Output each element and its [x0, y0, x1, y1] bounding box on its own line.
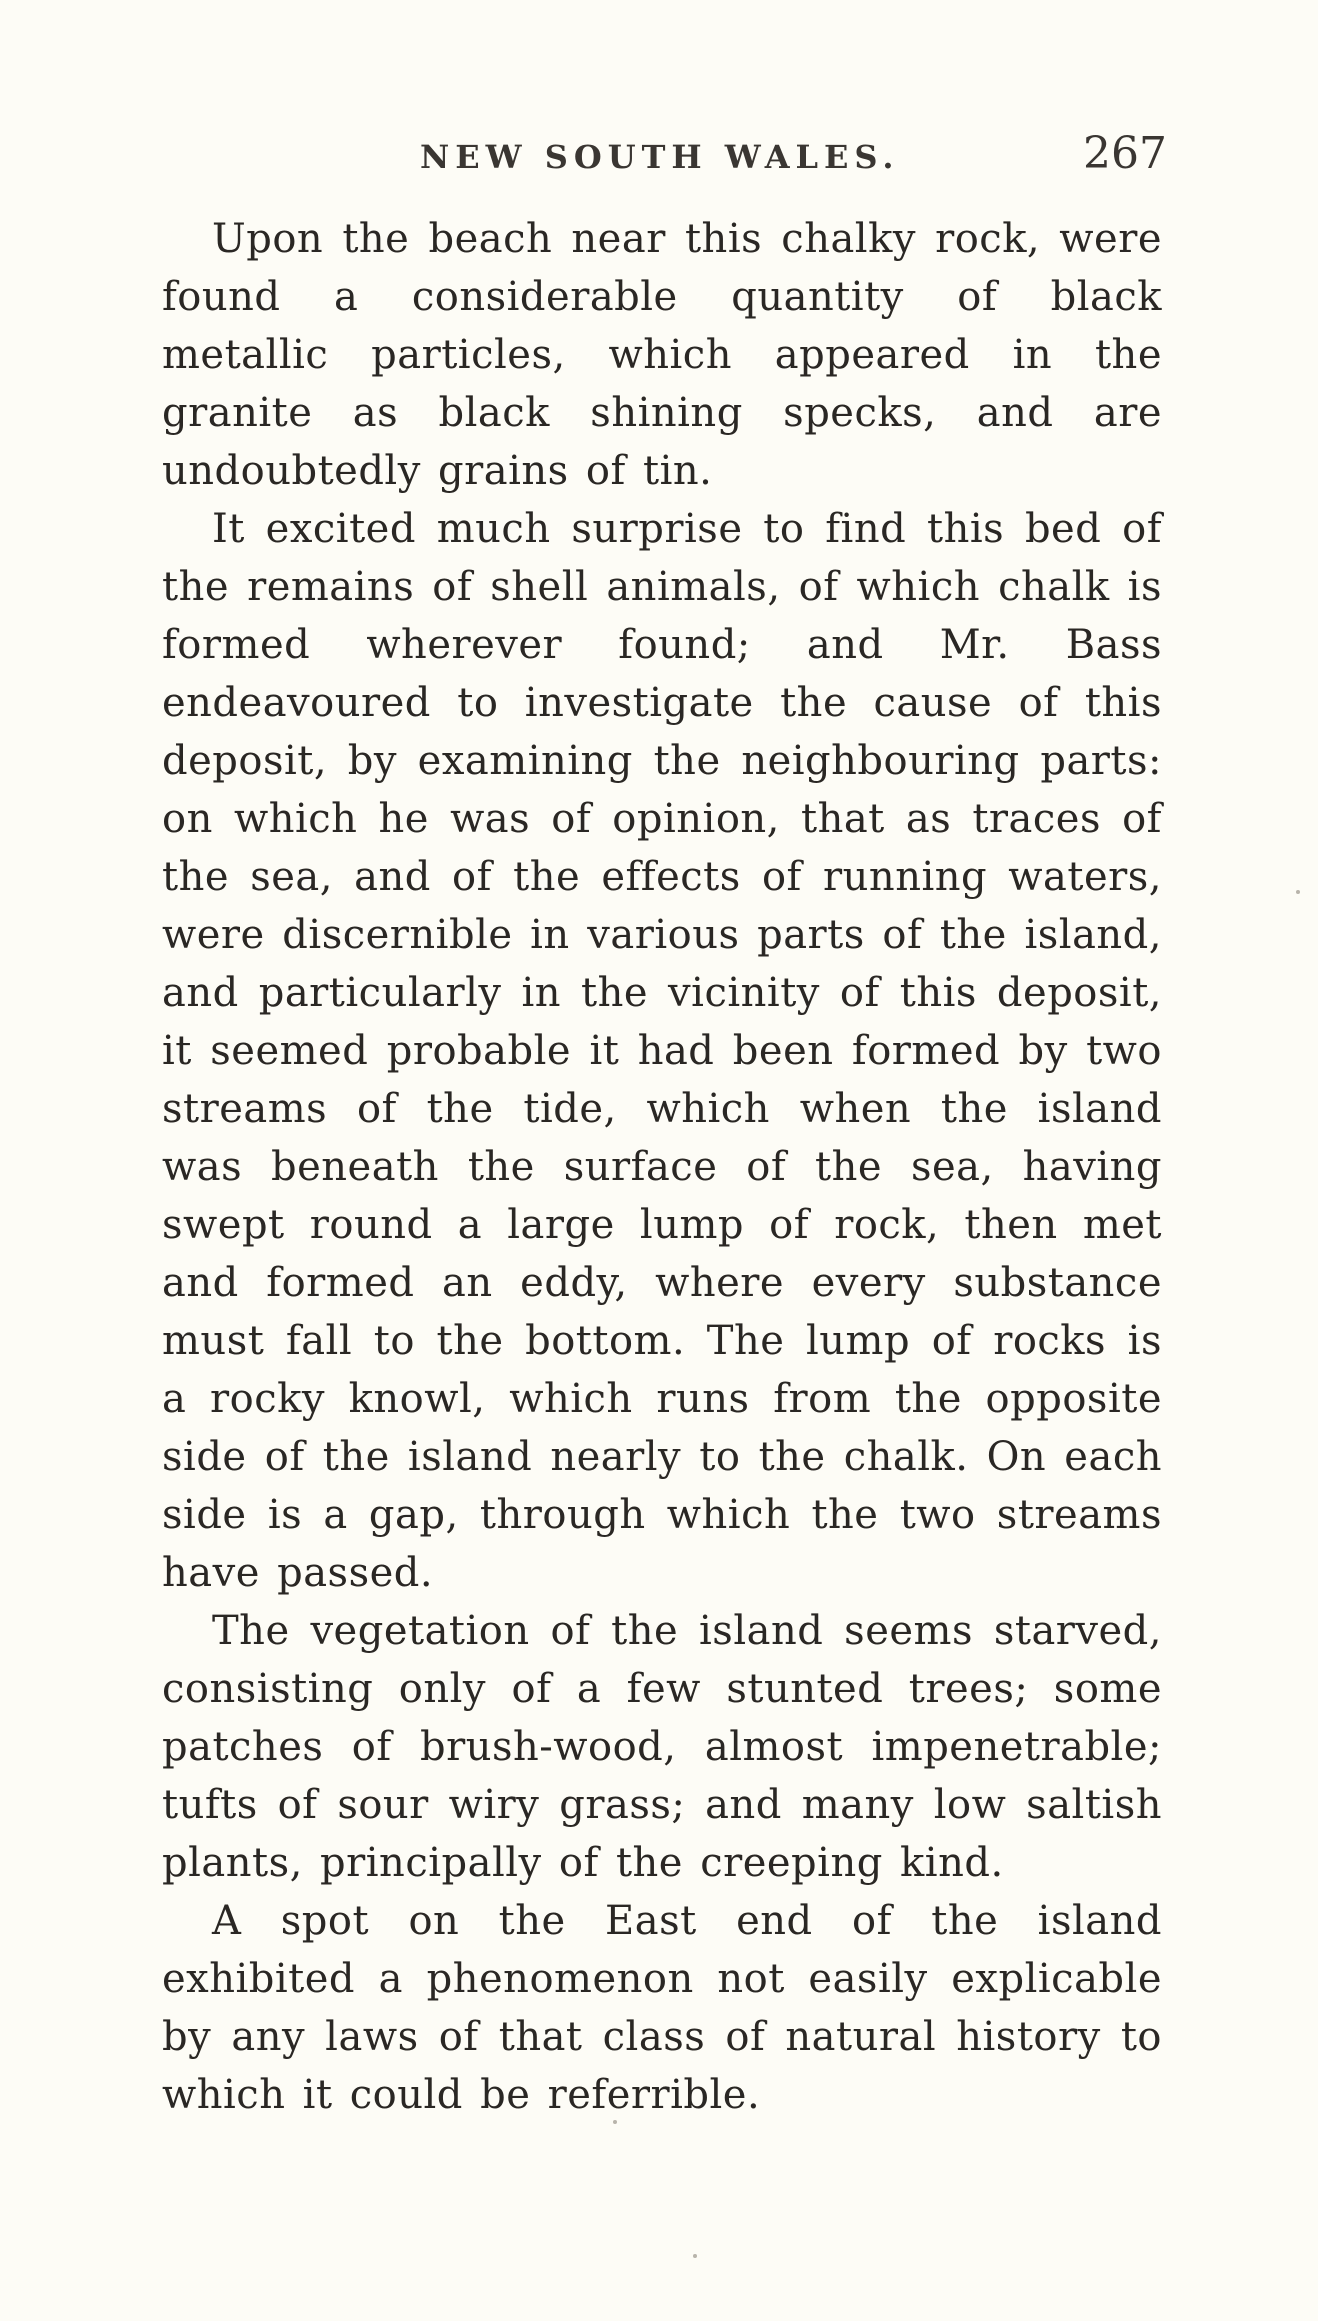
paragraph-phenomenon: A spot on the East end of the island exhibited a phenomenon not easily explicable by any laws of that class of natural history to which it could be referrible. — [162, 1898, 1162, 2118]
paper-speck — [1296, 890, 1300, 894]
paper-speck — [613, 2120, 617, 2124]
paragraph-chalk-deposit: It excited much surprise to find this bed of the remains of shell animals, of which chalk is formed wherever found; and Mr. Bass endeavoured to investigate the cause of this deposit, by examining the neighbouring parts: on which he was of opinion, that as traces of the sea, and of the effects of running waters, were discernible in various parts of the island, and particularly in the vicinity of this deposit, it seemed probable it had been formed by two streams of the tide, which when the island was beneath the surface of the sea, having swept round a large lump of rock, then met and formed an eddy, where every substance must fall to the bottom. The lump of rocks is a rocky knowl, which runs from the opposite side of the island nearly to the chalk. On each side is a gap, through which the two streams have passed. — [162, 506, 1162, 1596]
paper-speck — [693, 2254, 697, 2258]
paragraph-vegetation: The vegetation of the island seems starved, consisting only of a few stunted trees; some patches of brush-wood, almost impenetrable; tufts of sour wiry grass; and many low saltish plants, principally of the creeping kind. — [162, 1608, 1162, 1886]
running-title: NEW SOUTH WALES. — [420, 138, 900, 176]
paragraph-beach-tin: Upon the beach near this chalky rock, were found a considerable quantity of black metallic particles, which appeared in the granite as black shining specks, and are undoubtedly grains of tin. — [162, 216, 1162, 494]
body-text — [162, 210, 1162, 2124]
page-number: 267 — [1083, 128, 1167, 179]
